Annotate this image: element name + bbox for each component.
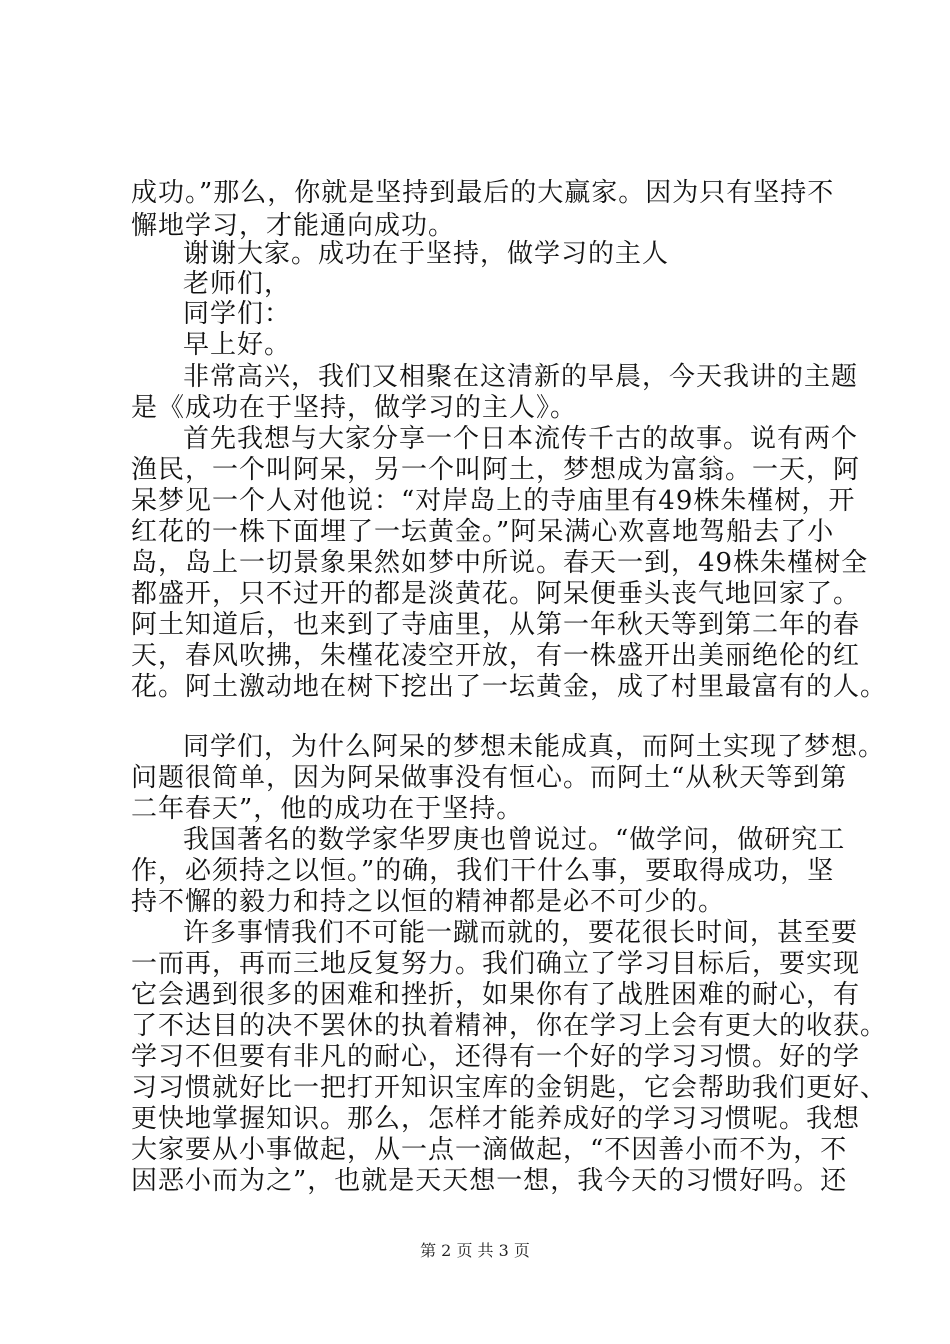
text-line: 阿土知道后，也来到了寺庙里，从第一年秋天等到第二年的春 <box>131 610 861 640</box>
text-line: 二年春天”，他的成功在于坚持。 <box>131 794 524 824</box>
text-line: 是《成功在于坚持，做学习的主人》。 <box>131 393 578 423</box>
text-line: 都盛开，只不过开的都是淡黄花。阿呆便垂头丧气地回家了。 <box>131 579 861 609</box>
text-line: 早上好。 <box>183 330 292 360</box>
text-line: 谢谢大家。成功在于坚持，做学习的主人 <box>183 239 670 269</box>
text-line: 持不懈的毅力和持之以恒的精神都是必不可少的。 <box>131 887 726 917</box>
text-line: 因恶小而为之”，也就是天天想一想，我今天的习惯好吗。还 <box>131 1166 848 1196</box>
text-line: 懈地学习，才能通向成功。 <box>131 211 456 241</box>
text-line: 问题很简单，因为阿呆做事没有恒心。而阿土“从秋天等到第 <box>131 763 848 793</box>
text-line: 红花的一株下面埋了一坛黄金。”阿呆满心欢喜地驾船去了小 <box>131 517 835 547</box>
text-line: 作，必须持之以恒。”的确，我们干什么事，要取得成功，坚 <box>131 856 835 886</box>
text-line: 首先我想与大家分享一个日本流传千古的故事。说有两个 <box>183 424 859 454</box>
page-footer: 第 2 页 共 3 页 <box>420 1241 530 1260</box>
text-line: 岛，岛上一切景象果然如梦中所说。春天一到，49株朱槿树全 <box>131 548 869 578</box>
text-line: 成功。”那么，你就是坚持到最后的大赢家。因为只有坚持不 <box>131 178 835 208</box>
text-line: 一而再，再而三地反复努力。我们确立了学习目标后，要实现 <box>131 949 861 979</box>
text-line: 天，春风吹拂，朱槿花凌空开放，有一株盛开出美丽绝伦的红 <box>131 641 861 671</box>
text-line: 它会遇到很多的困难和挫折，如果你有了战胜困难的耐心，有 <box>131 980 861 1010</box>
text-line: 习习惯就好比一把打开知识宝库的金钥匙，它会帮助我们更好、 <box>131 1073 888 1103</box>
text-line: 许多事情我们不可能一蹴而就的，要花很长时间，甚至要 <box>183 918 859 948</box>
text-line: 非常高兴，我们又相聚在这清新的早晨，今天我讲的主题 <box>183 362 859 392</box>
text-line: 更快地掌握知识。那么，怎样才能养成好的学习习惯呢。我想 <box>131 1104 861 1134</box>
text-line: 呆梦见一个人对他说：“对岸岛上的寺庙里有49株朱槿树，开 <box>131 486 856 516</box>
text-line: 学习不但要有非凡的耐心，还得有一个好的学习习惯。好的学 <box>131 1042 861 1072</box>
text-line: 同学们，为什么阿呆的梦想未能成真，而阿土实现了梦想。 <box>183 732 886 762</box>
text-line: 同学们： <box>183 299 292 329</box>
text-line: 渔民，一个叫阿呆，另一个叫阿土，梦想成为富翁。一天，阿 <box>131 455 861 485</box>
text-line: 花。阿土激动地在树下挖出了一坛黄金，成了村里最富有的人。 <box>131 672 888 702</box>
text-line: 我国著名的数学家华罗庚也曾说过。“做学问，做研究工 <box>183 825 846 855</box>
text-line: 老师们， <box>183 269 292 299</box>
text-line: 大家要从小事做起，从一点一滴做起，“不因善小而不为，不 <box>131 1135 848 1165</box>
text-line: 了不达目的决不罢休的执着精神，你在学习上会有更大的收获。 <box>131 1011 888 1041</box>
